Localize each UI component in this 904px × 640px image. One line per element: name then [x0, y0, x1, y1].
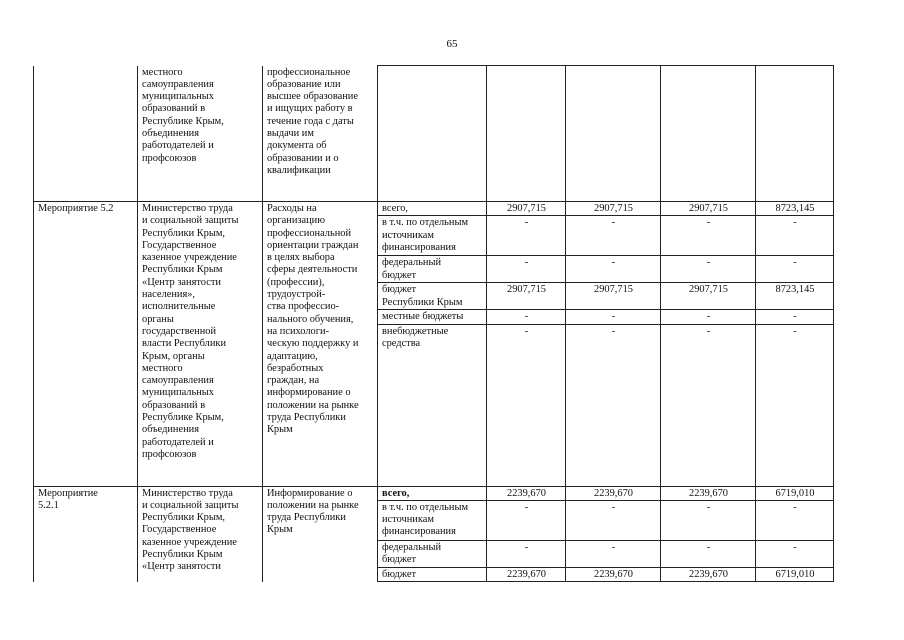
value-cell: -	[756, 256, 834, 283]
text-line: источникам	[382, 229, 434, 241]
value-cell: -	[661, 324, 756, 486]
text-line: ориентации граждан	[267, 239, 359, 251]
value-cell: -	[661, 310, 756, 324]
value-cell: -	[756, 216, 834, 256]
text-line: Республики Крым	[142, 549, 223, 561]
value-cell: 2907,715	[566, 283, 661, 310]
value-cell: -	[756, 324, 834, 486]
source-cell	[378, 216, 487, 256]
source-cell	[378, 66, 487, 202]
table-row-total	[34, 486, 834, 500]
text-line: Республике Крым,	[142, 115, 224, 127]
text-line: всего,	[382, 203, 408, 214]
value-cell	[756, 66, 834, 202]
text-line: населения»,	[142, 289, 196, 301]
value-cell: -	[487, 540, 566, 567]
value-cell: -	[756, 500, 834, 540]
source-cell	[378, 567, 487, 581]
value-cell: -	[661, 256, 756, 283]
table-row-total	[34, 202, 834, 216]
text-line: труда Республики	[267, 512, 346, 524]
value-cell: 2907,715	[487, 202, 566, 216]
value-cell: 2239,670	[566, 486, 661, 500]
text-line: бюджет	[382, 568, 417, 580]
text-line: граждан, на	[267, 375, 320, 387]
text-line: (профессии),	[267, 276, 325, 288]
value-cell: 6719,010	[756, 486, 834, 500]
text-line: самоуправления	[142, 375, 214, 387]
text-line: выдачи им	[267, 127, 314, 139]
text-line: местного	[142, 362, 183, 374]
text-line: документа об	[267, 140, 327, 152]
text-line: работодателей и	[142, 436, 214, 448]
value-cell: -	[661, 540, 756, 567]
source-cell	[378, 256, 487, 283]
text-line: профсоюзов	[142, 448, 197, 460]
text-line: Крым	[267, 524, 293, 536]
text-line: Республики Крым	[142, 264, 223, 276]
text-line: федеральный	[382, 541, 442, 553]
value-cell: -	[756, 540, 834, 567]
text-line: адаптацию,	[267, 350, 318, 362]
executor-cell	[138, 66, 263, 202]
text-line: высшее образование	[267, 91, 358, 103]
text-line: местные бюджеты	[382, 311, 464, 323]
text-line: Информирование о	[267, 487, 353, 499]
value-cell	[661, 66, 756, 202]
text-line: ства профессио-	[267, 301, 340, 313]
text-line: всего,	[382, 487, 410, 499]
text-line: образование или	[267, 78, 341, 90]
text-line: в целях выбора	[267, 252, 335, 264]
value-cell: 2239,670	[661, 567, 756, 581]
source-cell	[378, 202, 487, 216]
value-cell: -	[487, 256, 566, 283]
value-cell: 2907,715	[566, 202, 661, 216]
source-cell	[378, 283, 487, 310]
text-line: федеральный	[382, 257, 442, 269]
text-line: 5.2.1	[38, 499, 59, 511]
text-line: Мероприятие	[38, 487, 98, 499]
text-line: положении на рынке	[267, 499, 359, 511]
value-cell: 8723,145	[756, 202, 834, 216]
text-line: органы	[142, 313, 174, 325]
text-line: и социальной защиты	[142, 499, 239, 511]
text-line: местного	[142, 66, 183, 78]
text-line: Министерство труда	[142, 203, 233, 214]
value-cell: 2239,670	[566, 567, 661, 581]
text-line: профессиональной	[267, 227, 352, 239]
value-cell: 2239,670	[487, 567, 566, 581]
text-line: информирование о	[267, 387, 351, 399]
text-line: трудоустрой-	[267, 289, 326, 301]
text-line: квалификации	[267, 164, 331, 176]
text-line: образований в	[142, 399, 206, 411]
text-line: Государственное	[142, 524, 217, 536]
table-row-continuation	[34, 66, 834, 202]
text-line: казенное учреждение	[142, 252, 237, 264]
text-line: и ищущих работу в	[267, 103, 353, 115]
text-line: власти Республики	[142, 338, 227, 350]
text-line: безработных	[267, 362, 324, 374]
text-line: самоуправления	[142, 78, 214, 90]
text-line: работодателей и	[142, 140, 214, 152]
value-cell: 2907,715	[487, 283, 566, 310]
text-line: Расходы на	[267, 203, 317, 214]
text-line: внебюджетные	[382, 325, 449, 337]
text-line: бюджет	[382, 269, 417, 281]
value-cell: 2239,670	[487, 486, 566, 500]
text-line: образований в	[142, 103, 206, 115]
description-cell	[263, 202, 378, 487]
text-line: течение года с даты	[267, 115, 354, 127]
text-line: нального обучения,	[267, 313, 354, 325]
text-line: в т.ч. по отдельным	[382, 501, 469, 513]
value-cell: 8723,145	[756, 283, 834, 310]
text-line: ческую поддержку и	[267, 338, 359, 350]
measure-name-cell: Мероприятие 5.2	[34, 202, 138, 487]
executor-cell	[138, 202, 263, 487]
value-cell: -	[756, 310, 834, 324]
text-line: финансирования	[382, 241, 456, 253]
text-line: муниципальных	[142, 387, 214, 399]
text-line: бюджет	[382, 284, 417, 296]
text-line: организацию	[267, 215, 325, 227]
text-line: и социальной защиты	[142, 215, 239, 227]
value-cell	[487, 66, 566, 202]
source-cell	[378, 486, 487, 500]
source-cell	[378, 324, 487, 486]
value-cell: -	[566, 500, 661, 540]
value-cell: -	[661, 500, 756, 540]
text-line: Республики Крым,	[142, 512, 226, 524]
text-line: муниципальных	[142, 91, 214, 103]
value-cell: -	[487, 324, 566, 486]
text-line: труда Республики	[267, 412, 346, 424]
text-line: образовании и о	[267, 152, 339, 164]
page-number: 65	[446, 38, 458, 50]
value-cell: -	[487, 500, 566, 540]
value-cell: -	[661, 216, 756, 256]
text-line: казенное учреждение	[142, 536, 237, 548]
value-cell: -	[566, 310, 661, 324]
source-cell	[378, 310, 487, 324]
description-cell	[263, 486, 378, 582]
text-line: объединения	[142, 424, 199, 436]
budget-table	[33, 65, 834, 582]
value-cell: -	[566, 256, 661, 283]
text-line: Республики Крым,	[142, 227, 226, 239]
text-line: исполнительные	[142, 301, 216, 313]
source-cell	[378, 500, 487, 540]
text-line: Крым, органы	[142, 350, 205, 362]
measure-name-cell	[34, 66, 138, 202]
text-line: на психологи-	[267, 325, 330, 337]
text-line: «Центр занятости	[142, 561, 221, 573]
text-line: Государственное	[142, 239, 217, 251]
value-cell: -	[487, 310, 566, 324]
text-line: государственной	[142, 325, 217, 337]
text-line: объединения	[142, 127, 199, 139]
value-cell: -	[566, 216, 661, 256]
text-line: финансирования	[382, 526, 456, 538]
text-line: профессиональное	[267, 66, 351, 78]
executor-cell	[138, 486, 263, 582]
text-line: Республике Крым,	[142, 412, 224, 424]
text-line: Министерство труда	[142, 487, 233, 499]
source-cell	[378, 540, 487, 567]
value-cell: 6719,010	[756, 567, 834, 581]
value-cell: -	[566, 324, 661, 486]
text-line: бюджет	[382, 554, 417, 566]
text-line: «Центр занятости	[142, 276, 221, 288]
text-line: Крым	[267, 424, 293, 436]
value-cell: 2907,715	[661, 202, 756, 216]
value-cell: 2239,670	[661, 486, 756, 500]
text-line: в т.ч. по отдельным	[382, 217, 469, 229]
value-cell	[566, 66, 661, 202]
value-cell: -	[566, 540, 661, 567]
text-line: средства	[382, 337, 421, 349]
description-cell	[263, 66, 378, 202]
text-line: сферы деятельности	[267, 264, 358, 276]
value-cell: 2907,715	[661, 283, 756, 310]
text-line: положении на рынке	[267, 399, 359, 411]
text-line: Республики Крым	[382, 296, 463, 308]
measure-name-cell	[34, 486, 138, 582]
value-cell: -	[487, 216, 566, 256]
text-line: источникам	[382, 514, 434, 526]
text-line: профсоюзов	[142, 152, 197, 164]
